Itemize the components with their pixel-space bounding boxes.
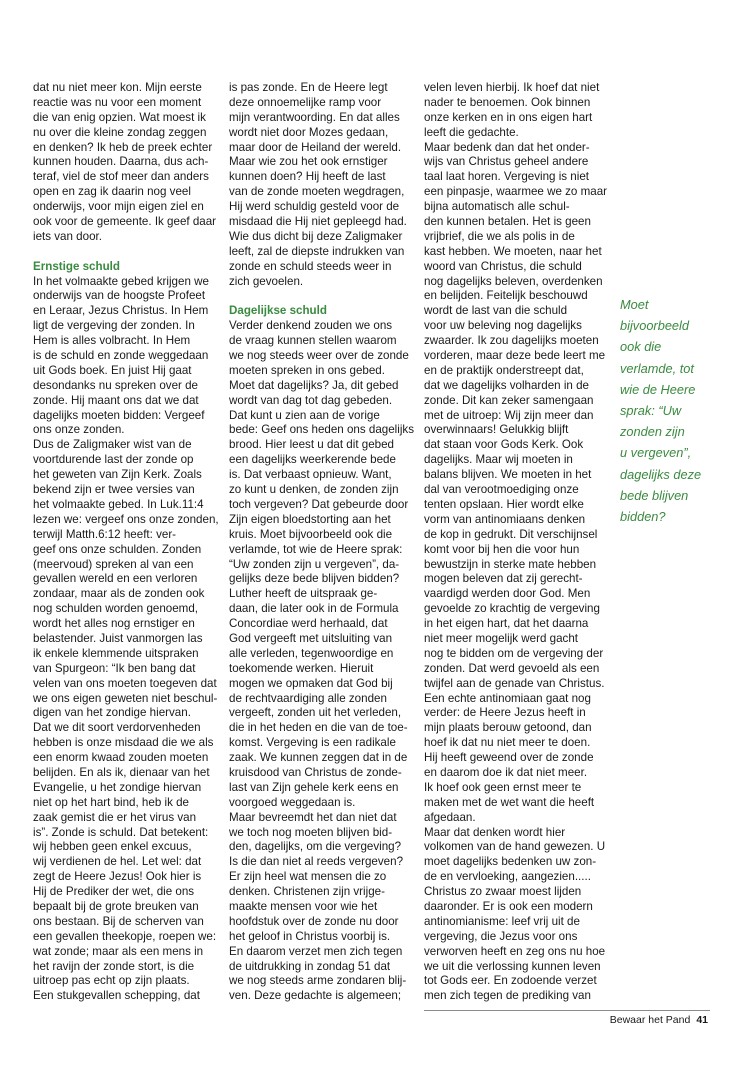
text-line: moet dagelijks bedenken uw zon- [424, 855, 597, 869]
text-line: wij verdienen de hel. Let wel: dat [33, 855, 202, 869]
text-line: onze kerken en in ons eigen hart [424, 110, 593, 124]
text-line: zaak. We kunnen zeggen dat in de [229, 751, 408, 765]
text-line: nog schulden worden genoemd, [33, 602, 199, 616]
text-line: de en vervloeking, aangezien..... [424, 870, 591, 884]
text-line: mogen beleven dat zij gerecht- [424, 572, 583, 586]
text-line: is. Dat verbaast opnieuw. Want, [229, 468, 392, 482]
text-line: vrijbrief, die we als polis in de [424, 229, 575, 243]
text-line: zonde. Hij maant ons dat we dat [33, 393, 199, 407]
text-line: terwijl Matth.6:12 heeft: ver- [33, 527, 177, 541]
text-line: Dus de Zaligmaker wist van de [33, 438, 192, 452]
text-line: deze onnoemelijke ramp voor [229, 95, 382, 109]
pull-quote-line: dagelijks deze [620, 466, 702, 482]
text-line: Zijn eigen bloedstorting aan het [229, 512, 391, 526]
text-line: Ik hoef ook geen ernst meer te [424, 780, 582, 794]
text-line: een pinpasje, waarmee we zo maar [424, 185, 608, 199]
text-line: bepaalt bij de grote breuken van [33, 899, 199, 913]
text-line: we uit die verlossing kunnen leven [424, 959, 601, 973]
text-line: we ons eigen geweten niet beschul- [33, 691, 218, 705]
page-number: 41 [696, 1014, 708, 1026]
text-line: Maar bevreemdt het dan niet dat [229, 810, 397, 824]
text-line: onderwijs van de hoogste Profeet [33, 289, 206, 303]
text-line: nader te benoemen. Ook binnen [424, 95, 591, 109]
text-line: belijden. En als ik, dienaar van het [33, 765, 210, 779]
text-line: de rechtvaardiging alle zonden [229, 691, 387, 705]
text-line: woord van Christus, die schuld [424, 259, 582, 273]
text-line: En daarom verzet men zich tegen [229, 944, 403, 958]
text-line: komst. Vergeving is een radikale [229, 736, 396, 750]
text-line: ook voor de gemeente. Ik geef daar [33, 215, 217, 229]
text-line: we nog steeds arme zondaren blij- [229, 974, 407, 988]
text-line: bewustzijn in sterke mate hebben [424, 557, 597, 571]
text-line: dat we dagelijks volharden in de [424, 378, 589, 392]
page-footer [610, 1014, 708, 1026]
text-line: gevallen wereld en een verloren [33, 572, 198, 586]
text-line: een gevallen theekopje, roepen we: [33, 929, 217, 943]
text-line: mijn verantwoording. En dat alles [229, 110, 400, 124]
text-line: Luther heeft de uitspraak ge- [229, 587, 378, 601]
text-line: twijfel aan de genade van Christus. [424, 676, 605, 690]
text-line: zo kunt u denken, de zonden zijn [229, 483, 399, 497]
text-line: Verder denkend zouden we ons [229, 319, 393, 333]
text-line: zaak gemist die er het virus van [33, 810, 197, 824]
text-line: en belijden. Feitelijk beschouwd [424, 289, 588, 303]
text-line: denken. Christenen zijn vrijge- [229, 885, 385, 899]
text-line: voorgoed weggedaan is. [229, 795, 356, 809]
text-line: teraf, viel de stof meer dan anders [33, 170, 209, 184]
text-line: Een echte antinomiaan gaat nog [424, 691, 591, 705]
text-line: leeft, zal de diepste indrukken van [229, 244, 405, 258]
text-line: de uitdrukking in zondag 51 dat [229, 959, 391, 973]
text-line: dat staan voor Gods Kerk. Ook [424, 438, 584, 452]
pull-quote-line: bidden? [620, 509, 666, 525]
text-line: moeten spreken in ons gebed. [229, 363, 385, 377]
text-line: balans blijven. We moeten in het [424, 468, 592, 482]
text-line: reactie was nu voor een moment [33, 95, 202, 109]
text-line: Maar bedenk dan dat het onder- [424, 140, 590, 154]
text-line: gelijks deze bede blijven bidden? [229, 572, 400, 586]
text-line: vorderen, maar deze bede leert me [424, 349, 606, 363]
footer-rule [424, 1010, 710, 1011]
article-column-1 [33, 81, 218, 1004]
text-line: Dat kunt u zien aan de vorige [229, 408, 380, 422]
text-line: kunnen houden. Daarna, dus ach- [33, 155, 209, 169]
text-line: vaardigd werden door God. Men [424, 587, 591, 601]
text-line: desondanks nu spreken over de [33, 378, 199, 392]
text-line: zonde. Dit kan zeker samengaan [424, 393, 594, 407]
text-line: in het eigen hart, dat het daarna [424, 617, 589, 631]
text-line: en de praktijk onderstreept dat, [424, 363, 584, 377]
text-line: Christus zo zwaar moest lijden [424, 885, 582, 899]
text-line: Moet dat dagelijks? Ja, dit gebed [229, 378, 399, 392]
text-line: dagelijks moeten bidden: Vergeef [33, 408, 205, 422]
text-line: het volmaakte gebed. In Luk.11:4 [33, 497, 204, 511]
text-line: wordt het alles nog ernstiger en [33, 617, 195, 631]
text-line: het geloof in Christus voorbij is. [229, 929, 391, 943]
text-line: dal van verootmoediging onze [424, 483, 579, 497]
article-column-3 [424, 81, 607, 1004]
text-line: iets van door. [33, 229, 102, 243]
text-line: tenten opslaan. Hier wordt elke [424, 497, 584, 511]
paragraph-gap [33, 245, 218, 260]
text-line: toekomende werken. Hieruit [229, 661, 374, 675]
paragraph-gap [229, 289, 412, 304]
text-line: wat zonde; maar als een mens in [33, 944, 204, 958]
pull-quote-line: verlamde, tot [620, 360, 694, 376]
text-line: wordt de last van die schuld [424, 304, 568, 318]
text-line: nog dagelijks beleven, overdenken [424, 274, 603, 288]
text-line: Dat we dit soort verdorvenheden [33, 721, 201, 735]
text-line: men zich tegen de prediking van [424, 989, 591, 1003]
text-line: onderwijs, voor mijn eigen ziel en [33, 200, 204, 214]
text-line: wordt niet door Mozes gedaan, [229, 125, 389, 139]
text-line: vorm van antinomiaans denken [424, 512, 586, 526]
text-line: maar door de Heiland der wereld. [229, 140, 402, 154]
text-line: het ravijn der zonde stort, is die [33, 959, 195, 973]
section-heading: Ernstige schuld [33, 259, 120, 273]
text-line: dat nu niet meer kon. Mijn eerste [33, 81, 202, 94]
text-line: nu over die kleine zondag zeggen [33, 125, 207, 139]
text-line: zonden. Dat werd gevoeld als een [424, 661, 600, 675]
text-line: we nog steeds weer over de zonde [229, 349, 409, 363]
text-line: uitroep pas echt op zijn plaats. [33, 974, 190, 988]
text-line: en denken? Ik heb de preek echter [33, 140, 213, 154]
text-line: Maar wie zou het ook ernstiger [229, 155, 388, 169]
text-line: alle verleden, tegenwoordige en [229, 646, 394, 660]
text-line: ligt de vergeving der zonden. In [33, 319, 195, 333]
pull-quote-line: bede blijven [620, 487, 689, 503]
text-line: voortdurende last der zonde op [33, 453, 194, 467]
text-line: verder: de Heere Jezus heeft in [424, 706, 586, 720]
text-line: Hij de Prediker der wet, die ons [33, 885, 195, 899]
text-line: gevoelde zo krachtig de vergeving [424, 602, 600, 616]
text-line: hoef ik dat nu niet meer te doen. [424, 736, 591, 750]
text-line: zich gevoelen. [229, 274, 304, 288]
text-line: verlamde, tot wie de Heere sprak: [229, 542, 403, 556]
text-line: zegt de Heere Jezus! Ook hier is [33, 870, 202, 884]
text-line: mijn plaats berouw getoond, dan [424, 721, 592, 735]
text-line: bekend zijn er twee versies van [33, 483, 195, 497]
text-line: is”. Zonde is schuld. Dat betekent: [33, 825, 209, 839]
text-line: hoofdstuk over de zonde nu door [229, 914, 399, 928]
text-line: voor uw beleving nog dagelijks [424, 319, 582, 333]
pull-quote-line: ook die [620, 339, 662, 355]
text-line: niet op het hart bind, heb ik de [33, 795, 189, 809]
text-line: velen leven hierbij. Ik hoef dat niet [424, 81, 600, 94]
text-line: daaronder. Er is ook een modern [424, 899, 593, 913]
text-line: ons bestaan. Bij de scherven van [33, 914, 204, 928]
text-line: maken met de wet want die heeft [424, 795, 595, 809]
text-line: uit Gods boek. En juist Hij gaat [33, 363, 192, 377]
text-line: kast hebben. We moeten, naar het [424, 244, 602, 258]
text-line: maakte mensen voor wie het [229, 899, 378, 913]
magazine-title: Bewaar het Pand [609, 1014, 691, 1026]
text-line: Maar dat denken wordt hier [424, 825, 566, 839]
text-line: dagelijks. Maar wij moeten in [424, 453, 573, 467]
text-line: wij hebben geen enkel excuus, [33, 840, 192, 854]
text-line: daan, die later ook in de Formula [229, 602, 399, 616]
text-line: tot Gods eer. En zodoende verzet [424, 974, 597, 988]
text-line: die van enig opzien. Wat moest ik [33, 110, 206, 124]
text-line: afgedaan. [424, 810, 476, 824]
text-line: hebben is onze misdaad die we als [33, 736, 214, 750]
text-line: de kop in gedrukt. Dit verschijnsel [424, 527, 598, 541]
text-line: zonde en schuld steeds weer in [229, 259, 392, 273]
text-line: zondaar, maar als de zonden ook [33, 587, 205, 601]
text-line: is pas zonde. En de Heere legt [229, 81, 388, 94]
text-line: van Spurgeon: “Ik ben bang dat [33, 661, 196, 675]
pull-quote-line: bijvoorbeeld [620, 318, 690, 334]
section-heading: Dagelijkse schuld [229, 304, 327, 318]
pull-quote-line: zonden zijn [620, 424, 685, 440]
text-line: geef ons onze schulden. Zonden [33, 542, 202, 556]
text-line: belastender. Juist vanmorgen las [33, 631, 203, 645]
text-line: In het volmaakte gebed krijgen we [33, 274, 209, 288]
text-line: Er zijn heel wat mensen die zo [229, 870, 387, 884]
text-line: (meervoud) spreken al van een [33, 557, 194, 571]
text-line: kruis. Moet bijvoorbeeld ook die [229, 527, 393, 541]
text-line: “Uw zonden zijn u vergeven”, da- [229, 557, 400, 571]
text-line: ven. Deze gedachte is algemeen; [229, 989, 402, 1003]
article-column-2 [229, 81, 412, 1004]
text-line: Concordiae werd herhaald, dat [229, 617, 388, 631]
text-line: brood. Hier leest u dat dit gebed [229, 438, 394, 452]
text-line: kunnen doen? Hij heeft de last [229, 170, 386, 184]
pull-quote-line: wie de Heere [620, 381, 696, 397]
text-line: kruisdood van Christus de zonde- [229, 765, 402, 779]
text-line: en daarom doe ik dat niet meer. [424, 765, 588, 779]
text-line: den kunnen betalen. Het is geen [424, 215, 591, 229]
text-line: is de schuld en zonde weggedaan [33, 349, 209, 363]
text-line: komt voor bij hen die voor hun [424, 542, 580, 556]
text-line: nog te bidden om de vergeving der [424, 646, 604, 660]
text-line: last van Zijn gehele kerk eens en [229, 780, 399, 794]
text-line: ons onze zonden. [33, 423, 125, 437]
text-line: velen van ons moeten toegeven dat [33, 676, 217, 690]
text-line: God vergeeft met uitsluiting van [229, 631, 393, 645]
text-line: zwaarder. Ik zou dagelijks moeten [424, 334, 599, 348]
text-line: vergeving, die Jezus voor ons [424, 929, 578, 943]
text-line: leeft die gedachte. [424, 125, 519, 139]
text-line: volkomen van de hand gewezen. U [424, 840, 606, 854]
text-line: lezen we: vergeef ons onze zonden, [33, 512, 219, 526]
text-line: digen van het zondige hiervan. [33, 706, 191, 720]
text-line: met de uitroep: Wij zijn meer dan [424, 408, 594, 422]
text-line: bede: Geef ons heden ons dagelijks [229, 423, 414, 437]
text-line: we toch nog moeten blijven bid- [229, 825, 393, 839]
text-line: Hem is alles volbracht. In Hem [33, 334, 191, 348]
text-line: niet meer mogelijk werd gacht [424, 631, 579, 645]
text-line: het geweten van Zijn Kerk. Zoals [33, 468, 202, 482]
text-line: een dagelijks weerkerende bede [229, 453, 396, 467]
text-line: wordt van dag tot dag gebeden. [229, 393, 393, 407]
text-line: bijna automatisch alle schul- [424, 200, 570, 214]
pull-quote-line: Moet [620, 297, 649, 312]
text-line: ik enkele klemmende uitspraken [33, 646, 199, 660]
text-line: misdaad die Hij niet gepleegd had. [229, 215, 407, 229]
text-line: open en zag ik daarin nog veel [33, 185, 191, 199]
pull-quote-line: sprak: “Uw [620, 403, 682, 419]
text-line: Wie dus dicht bij deze Zaligmaker [229, 229, 403, 243]
text-line: die in het heden en die van de toe- [229, 721, 408, 735]
text-line: en Leraar, Jezus Christus. In Hem [33, 304, 209, 318]
text-line: overwinnaars! Gelukkig blijft [424, 423, 569, 437]
text-line: taal laat horen. Vergeving is niet [424, 170, 589, 184]
text-line: Evangelie, u het zondige hiervan [33, 780, 202, 794]
text-line: Een stukgevallen schepping, dat [33, 989, 200, 1003]
pull-quote-line: u vergeven”, [620, 445, 692, 461]
pull-quote [620, 294, 730, 527]
text-line: antinomianisme: leef vrij uit de [424, 914, 580, 928]
text-line: wijs van Christus geheel andere [424, 155, 589, 169]
text-line: de vraag kunnen stellen waarom [229, 334, 397, 348]
text-line: een enorm kwaad zouden moeten [33, 751, 209, 765]
text-line: Hij werd schuldig gesteld voor de [229, 200, 400, 214]
text-line: van de zonde moeten wegdragen, [229, 185, 405, 199]
text-line: Hij heeft geweend over de zonde [424, 751, 594, 765]
text-line: verworven heeft en zeg ons nu hoe [424, 944, 606, 958]
text-line: toch vergeven? Dat gebeurde door [229, 497, 409, 511]
text-line: den, dagelijks, om die vergeving? [229, 840, 402, 854]
text-line: Is die dan niet al reeds vergeven? [229, 855, 404, 869]
text-line: vergeeft, zonden uit het verleden, [229, 706, 402, 720]
text-line: mogen we opmaken dat God bij [229, 676, 393, 690]
